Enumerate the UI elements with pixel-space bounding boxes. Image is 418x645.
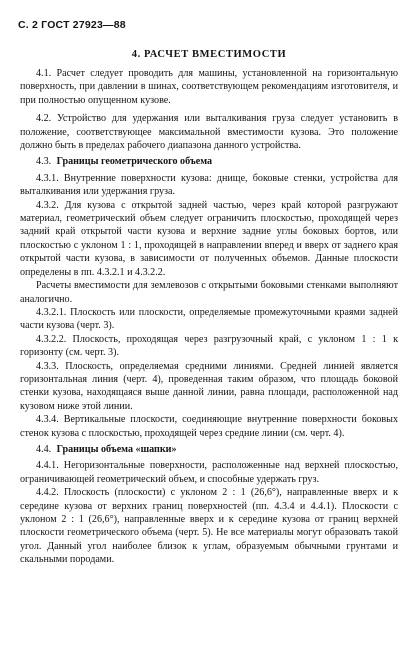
subheading-4-4-number: 4.4.	[36, 443, 52, 455]
paragraph-4-3-1: 4.3.1. Внутренние поверхности кузова: днище, боковые стенки, устройства для выталкивания или удержания груза.	[20, 172, 398, 198]
paragraph-scraper-note: Расчеты вместимости для землевозов с открытыми боковыми стенками выполняют аналогично.	[20, 280, 398, 305]
subheading-4-3	[36, 155, 398, 168]
paragraph-4-3-4: 4.3.4. Вертикальные плоскости, соединяющие внутренние поверхности боковых стенок кузова с плоскостью, проходящей через средние линии (см. черт. 4).	[20, 414, 398, 439]
document-body	[20, 67, 398, 567]
paragraph-4-3-2-2: 4.3.2.2. Плоскость, проходящая через разгрузочный край, с уклоном 1 : 1 к горизонту (см. черт. 3).	[20, 333, 398, 359]
paragraph-4-1: 4.1. Расчет следует проводить для машины, установленной на горизонтальную поверхность, при давлении в шинах, соответствующем рекомендациям изготовителя, и при полностью опущенном кузове.	[20, 68, 398, 106]
subheading-4-4	[36, 443, 398, 456]
subheading-4-3-title: Границы геометрического объема	[56, 156, 213, 168]
paragraph-4-3-2: 4.3.2. Для кузова с открытой задней частью, через край которой разгружают материал, геометрический объем следует ограничить плоскостью, проходящей через задний край открытой части кузова и верхние задние углы боковых бортов, или плоскостью с уклоном 1 : 1, проходящей в направлении вперед и вверх от заднего края открытой части кузова, в зависимости от полученных объемов. Данные плоскости определены в пп. 4.3.2.1 и 4.3.2.2.	[20, 199, 398, 278]
paragraph-4-2: 4.2. Устройство для удержания или выталкивания груза следует установить в положение, соответствующее максимальной вместимости кузова. Это положение должно быть в пределах рабочего диапазона данного устройства.	[20, 113, 398, 152]
paragraph-4-4-1: 4.4.1. Негоризонтальные поверхности, расположенные над верхней плоскостью, ограничивающей геометрический объем, и способные удержать груз.	[20, 460, 398, 485]
paragraph-4-3-2-1: 4.3.2.1. Плоскость или плоскости, определяемые промежуточными краями задней части кузова (черт. 3).	[20, 306, 398, 332]
paragraph-4-3-3: 4.3.3. Плоскость, определяемая средними линиями. Средней линией является горизонтальная линия (черт. 4), проведенная таким образом, что площадь боковой стенки кузова, находящаяся выше данной линии, равна площади, расположенной над кузовом ниже этой линии.	[20, 360, 398, 412]
paragraph-4-4-2: 4.4.2. Плоскость (плоскости) с уклоном 2 : 1 (26,6°), направленные вверх и к середине кузова от верхних границ поверхностей (пп. 4.3.4 и 4.4.1). Плоскости с уклоном 2 : 1 (26,6°), направленные вверх и к середине кузова от границ верхней плоскости геометрического объема (черт. 5). Не все материалы могут образовать такой угол. Данный угол наиболее близок к углам, образуемым обычными грунтами и скальными породами.	[20, 487, 398, 566]
section-title: 4. РАСЧЕТ ВМЕСТИМОСТИ	[131, 49, 287, 60]
running-header: С. 2 ГОСТ 27923—88	[18, 19, 126, 31]
subheading-4-4-title: Границы объема «шапки»	[56, 443, 177, 455]
subheading-4-3-number: 4.3.	[36, 156, 52, 168]
